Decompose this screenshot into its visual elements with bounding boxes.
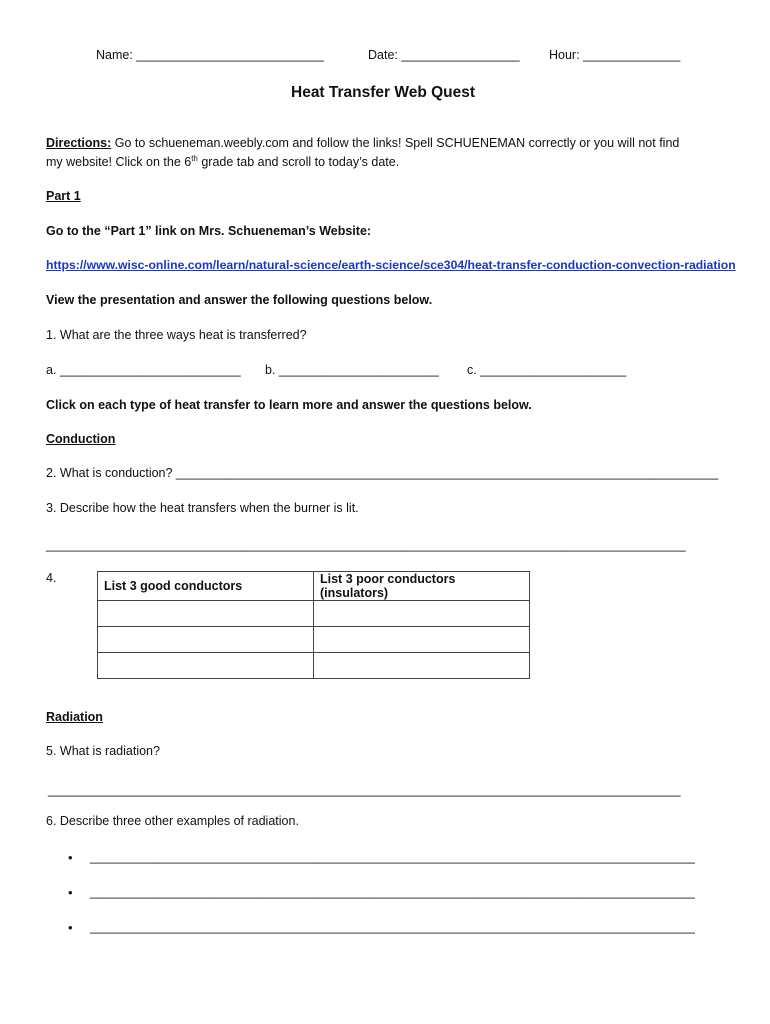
radiation-heading: Radiation xyxy=(46,710,103,724)
good-conductor-cell[interactable] xyxy=(98,653,314,679)
table-header-row xyxy=(98,572,530,601)
bullet-icon: • xyxy=(68,885,73,900)
answer-c-blank: c. _____________________ xyxy=(467,363,627,377)
directions-text-2a: my website! Click on the 6 xyxy=(46,155,192,170)
date-field-label: Date: _________________ xyxy=(368,48,520,62)
wisc-online-link[interactable]: https://www.wisc-online.com/learn/natural-science/earth-science/sce304/heat-transfer-conduction-convection-radiation xyxy=(46,258,736,272)
poor-conductor-cell[interactable] xyxy=(314,627,530,653)
bullet-icon: • xyxy=(68,920,73,935)
question-1: 1. What are the three ways heat is transferred? xyxy=(46,328,307,342)
poor-conductor-cell[interactable] xyxy=(314,653,530,679)
answer-a-blank: a. __________________________ xyxy=(46,363,241,377)
part1-heading: Part 1 xyxy=(46,189,81,203)
page-title: Heat Transfer Web Quest xyxy=(291,84,476,101)
question-2: 2. What is conduction? ______________________________________________________________________________ xyxy=(46,466,719,480)
table-row xyxy=(98,627,530,653)
question-4-number: 4. xyxy=(46,571,57,585)
directions-label: Directions: xyxy=(46,136,112,150)
bullet-icon: • xyxy=(68,850,73,865)
conductors-table xyxy=(97,571,530,679)
part1-goto-instruction: Go to the “Part 1” link on Mrs. Schueneman’s Website: xyxy=(46,224,372,238)
question-6: 6. Describe three other examples of radiation. xyxy=(46,814,299,828)
directions-text-1: Go to schueneman.weebly.com and follow the links! Spell SCHUENEMAN correctly or you will not find xyxy=(111,136,680,150)
radiation-example-line: _______________________________________________________________________________________ xyxy=(90,850,695,864)
poor-conductors-header: List 3 poor conductors (insulators) xyxy=(314,572,530,601)
poor-conductor-cell[interactable] xyxy=(314,601,530,627)
radiation-example-line: _______________________________________________________________________________________ xyxy=(90,885,695,899)
conduction-heading: Conduction xyxy=(46,432,116,446)
directions-text-2b: grade tab and scroll to today’s date. xyxy=(197,155,400,170)
question-5-answer-line: ___________________________________________________________________________________________ xyxy=(48,783,681,797)
click-instruction: Click on each type of heat transfer to learn more and answer the questions below. xyxy=(46,398,532,412)
view-presentation-instruction: View the presentation and answer the following questions below. xyxy=(46,293,433,307)
directions-line-1 xyxy=(46,136,679,150)
good-conductor-cell[interactable] xyxy=(98,601,314,627)
question-3-answer-line: ____________________________________________________________________________________________ xyxy=(46,538,686,552)
table-row xyxy=(98,601,530,627)
answer-b-blank: b. _______________________ xyxy=(265,363,439,377)
good-conductor-cell[interactable] xyxy=(98,627,314,653)
hour-field-label: Hour: ______________ xyxy=(549,48,681,62)
table-row xyxy=(98,653,530,679)
question-3: 3. Describe how the heat transfers when the burner is lit. xyxy=(46,501,359,515)
good-conductors-header: List 3 good conductors xyxy=(98,572,314,601)
name-field-label: Name: ___________________________ xyxy=(96,48,324,62)
directions-line-2 xyxy=(46,154,399,169)
directions-superscript: th xyxy=(191,154,198,163)
question-5: 5. What is radiation? xyxy=(46,744,160,758)
radiation-example-line: _______________________________________________________________________________________ xyxy=(90,920,695,934)
